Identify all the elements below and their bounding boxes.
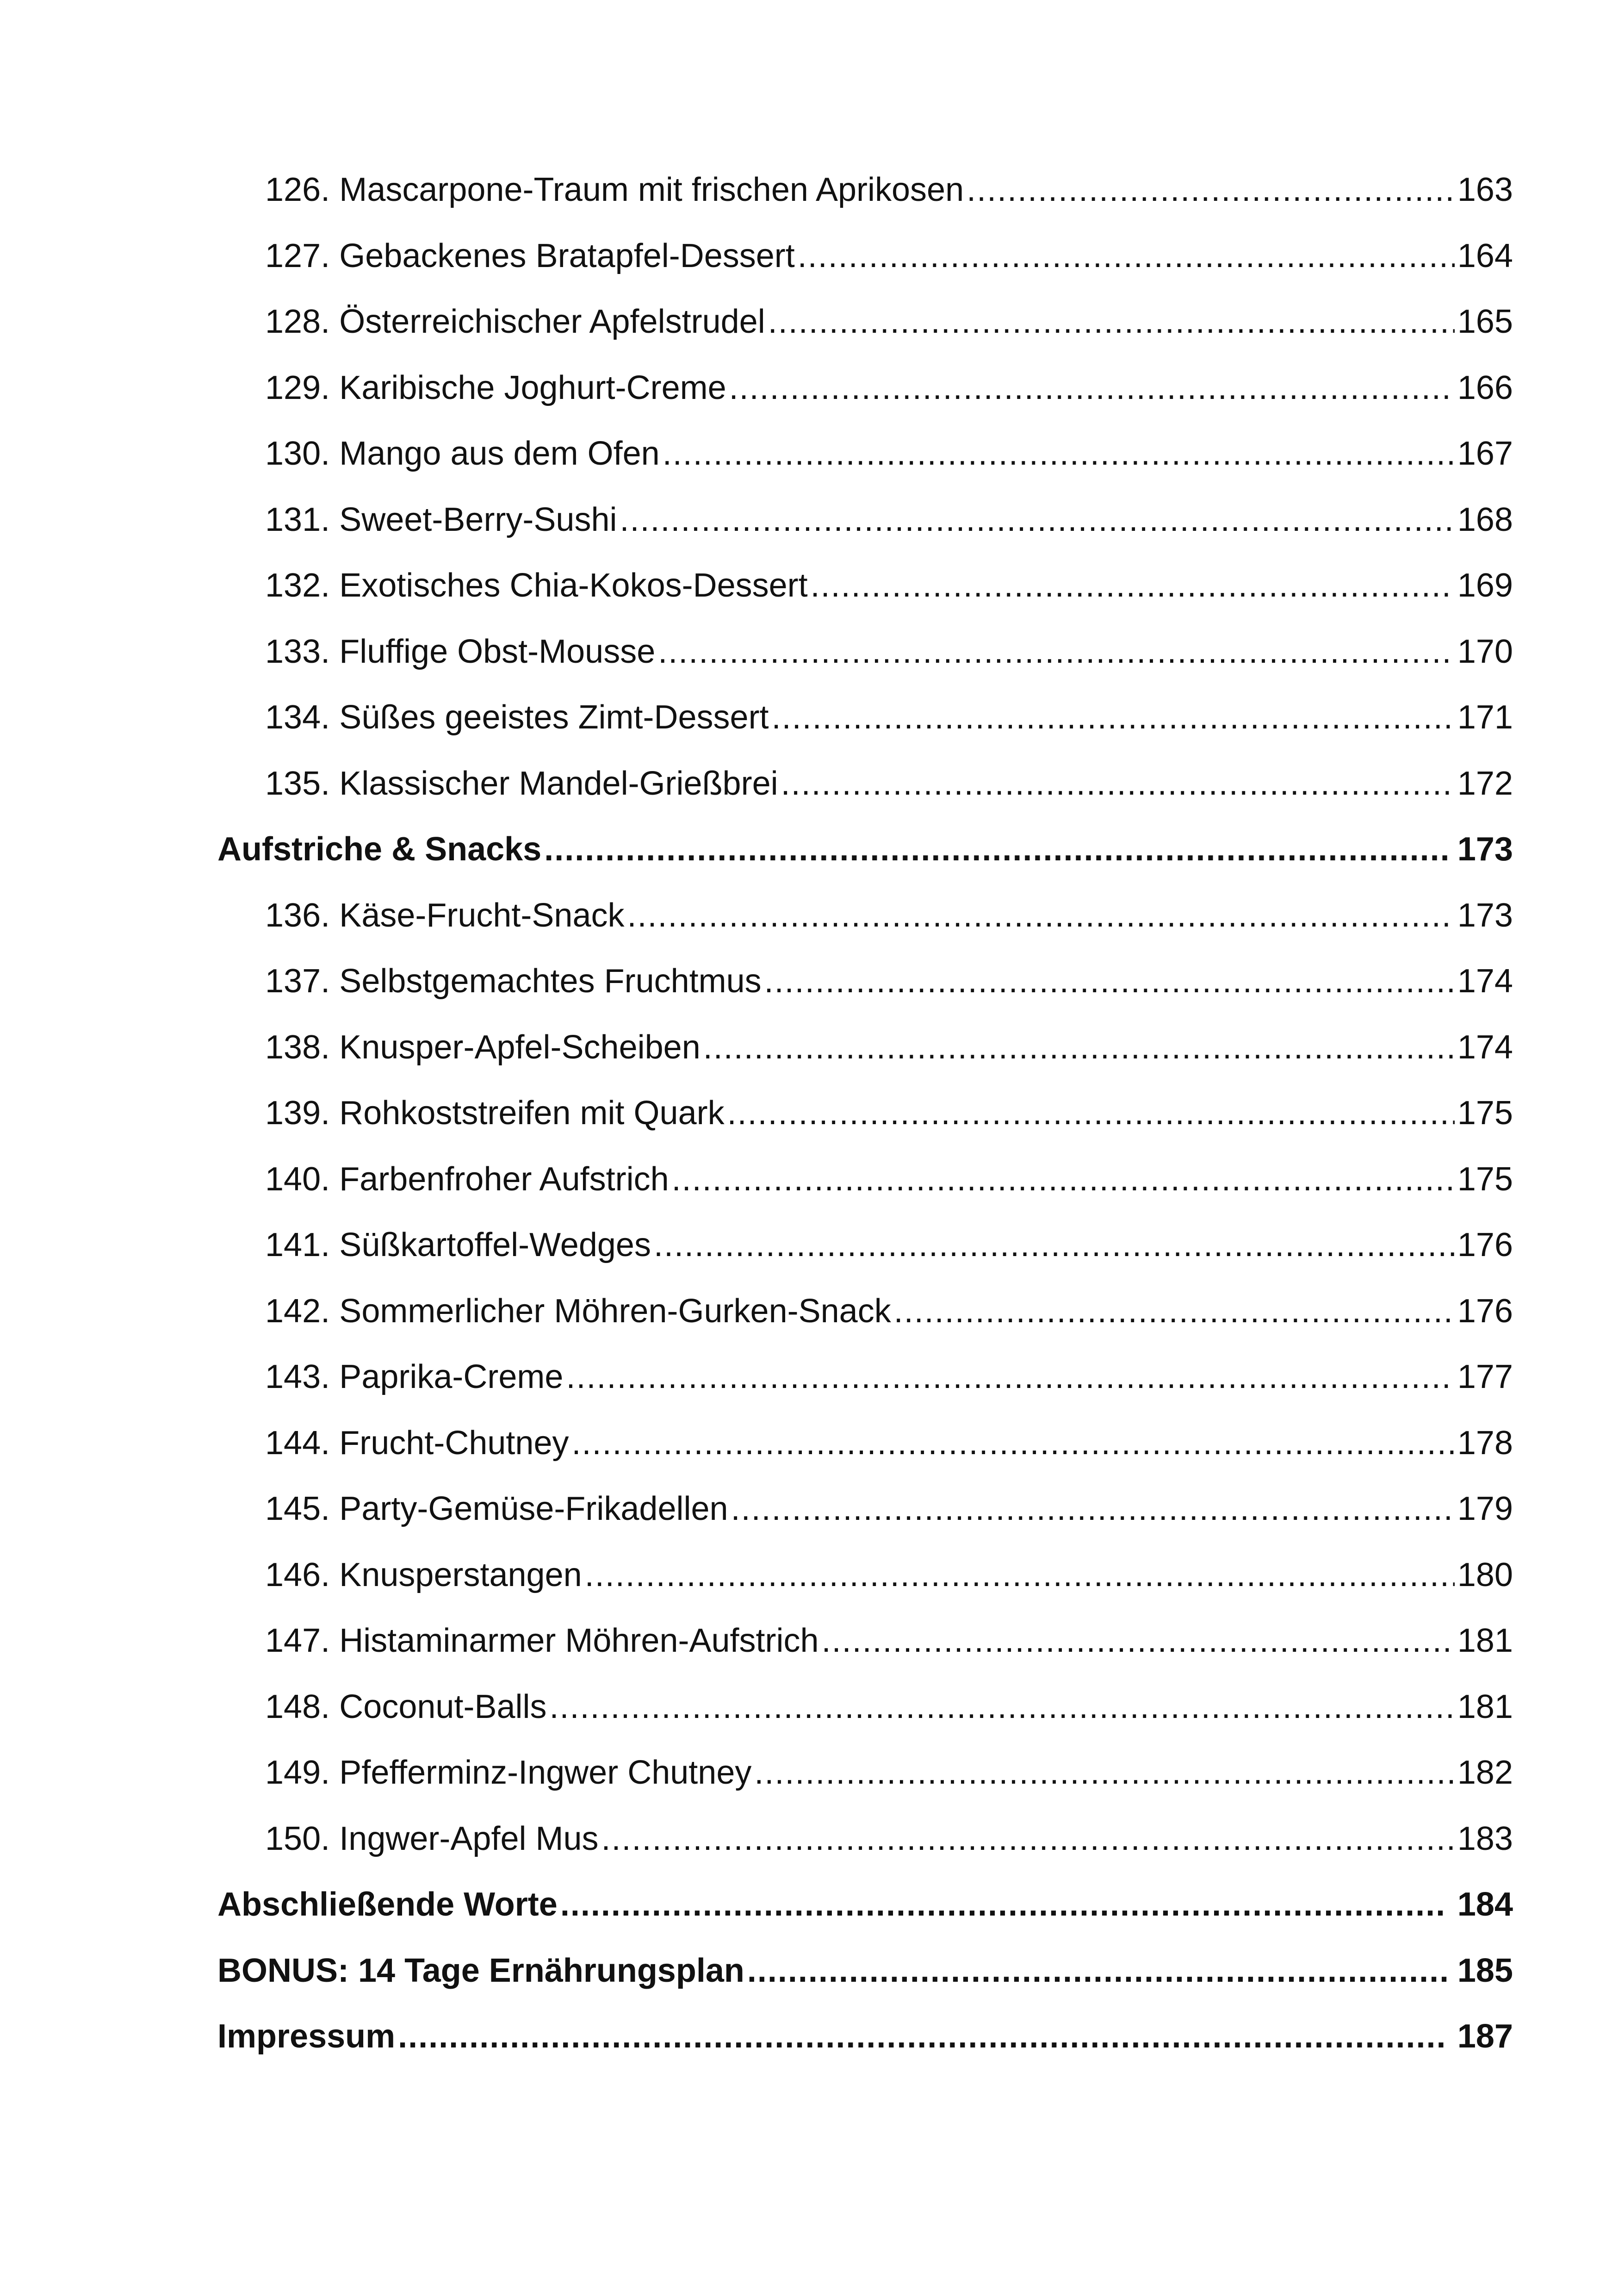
toc-recipe-entry[interactable]	[217, 1146, 1513, 1213]
toc-entry-label	[265, 1212, 651, 1278]
toc-entry-title: BONUS: 14 Tage Ernährungsplan	[217, 1952, 744, 1989]
toc-entry-title: Ingwer-Apfel Mus	[339, 1820, 599, 1857]
toc-entry-page-number: 181	[1457, 1622, 1513, 1659]
dot-leader	[550, 1674, 1455, 1740]
toc-recipe-entry[interactable]	[217, 421, 1513, 487]
toc-entry-label	[265, 1476, 728, 1542]
toc-entry-label	[217, 1872, 558, 1938]
toc-recipe-entry[interactable]	[217, 1542, 1513, 1608]
toc-entry-label	[265, 1080, 725, 1146]
toc-entry-number: 127.	[265, 237, 330, 274]
dot-leader	[764, 948, 1455, 1014]
toc-entry-label	[265, 487, 617, 553]
toc-entry-number: 131.	[265, 501, 330, 538]
dot-leader	[544, 816, 1448, 883]
toc-entry-page-number: 173	[1457, 831, 1513, 868]
toc-entry-label	[265, 684, 769, 751]
toc-recipe-entry[interactable]	[217, 1410, 1513, 1476]
dot-leader	[620, 487, 1454, 553]
toc-recipe-entry[interactable]	[217, 289, 1513, 355]
toc-entry-number: 142.	[265, 1292, 330, 1330]
toc-entry-page-number: 174	[1457, 1028, 1513, 1066]
toc-recipe-entry[interactable]	[217, 1080, 1513, 1146]
toc-recipe-entry[interactable]	[217, 684, 1513, 751]
toc-entry-title: Mango aus dem Ofen	[339, 435, 660, 472]
toc-entry-title: Coconut-Balls	[339, 1688, 547, 1725]
dot-leader	[727, 1080, 1455, 1146]
toc-entry-page-number: 180	[1457, 1556, 1513, 1593]
dot-leader	[747, 1938, 1448, 2004]
toc-entry-page-number: 170	[1457, 633, 1513, 670]
dot-leader	[672, 1146, 1455, 1213]
toc-entry-label	[265, 1806, 599, 1872]
toc-entry-label	[265, 1674, 547, 1740]
toc-entry-title: Abschließende Worte	[217, 1886, 558, 1923]
toc-entry-title: Farbenfroher Aufstrich	[339, 1160, 669, 1198]
toc-entry-title: Käse-Frucht-Snack	[339, 896, 625, 934]
toc-entry-label	[265, 1014, 701, 1081]
toc-entry-label	[265, 421, 660, 487]
toc-entry-page-number: 171	[1457, 699, 1513, 736]
toc-entry-number: 149.	[265, 1754, 330, 1791]
toc-entry-title: Österreichischer Apfelstrudel	[339, 303, 765, 340]
toc-recipe-entry[interactable]	[217, 1476, 1513, 1542]
toc-entry-title: Sommerlicher Möhren-Gurken-Snack	[339, 1292, 891, 1330]
toc-entry-label	[265, 1278, 891, 1344]
toc-entry-label	[265, 751, 778, 817]
dot-leader	[572, 1410, 1455, 1476]
toc-entry-number: 147.	[265, 1622, 330, 1659]
dot-leader	[627, 883, 1455, 949]
toc-chapter-entry[interactable]	[217, 1938, 1513, 2004]
table-of-contents	[217, 157, 1513, 2070]
toc-entry-label	[265, 1410, 569, 1476]
dot-leader	[781, 751, 1455, 817]
toc-entry-title: Knusperstangen	[339, 1556, 582, 1593]
dot-leader	[601, 1806, 1455, 1872]
toc-entry-number: 144.	[265, 1424, 330, 1462]
toc-entry-number: 140.	[265, 1160, 330, 1198]
toc-entry-title: Paprika-Creme	[339, 1358, 564, 1395]
toc-entry-page-number: 165	[1457, 303, 1513, 340]
toc-entry-label	[217, 816, 541, 883]
toc-entry-title: Klassischer Mandel-Grießbrei	[339, 765, 778, 802]
dot-leader	[703, 1014, 1455, 1081]
dot-leader	[811, 553, 1455, 619]
toc-entry-number: 133.	[265, 633, 330, 670]
toc-entry-number: 130.	[265, 435, 330, 472]
toc-entry-page-number: 183	[1457, 1820, 1513, 1857]
toc-entry-title: Mascarpone-Traum mit frischen Aprikosen	[339, 171, 964, 208]
toc-recipe-entry[interactable]	[217, 1344, 1513, 1410]
toc-entry-page-number: 178	[1457, 1424, 1513, 1462]
dot-leader	[822, 1608, 1455, 1674]
toc-entry-page-number: 182	[1457, 1754, 1513, 1791]
toc-entry-number: 148.	[265, 1688, 330, 1725]
toc-entry-page-number: 177	[1457, 1358, 1513, 1395]
toc-entry-title: Party-Gemüse-Frikadellen	[339, 1490, 728, 1527]
toc-recipe-entry[interactable]	[217, 1806, 1513, 1872]
toc-entry-label	[265, 1344, 563, 1410]
toc-entry-title: Sweet-Berry-Sushi	[339, 501, 617, 538]
toc-entry-title: Impressum	[217, 2018, 396, 2055]
toc-entry-label	[265, 223, 795, 289]
toc-entry-label	[265, 619, 655, 685]
toc-entry-label	[265, 948, 762, 1014]
toc-entry-page-number: 181	[1457, 1688, 1513, 1725]
toc-entry-number: 139.	[265, 1095, 330, 1132]
toc-entry-page-number: 187	[1457, 2018, 1513, 2055]
toc-entry-label	[217, 2004, 395, 2070]
toc-entry-number: 126.	[265, 171, 330, 208]
dot-leader	[585, 1542, 1455, 1608]
dot-leader	[729, 355, 1455, 421]
dot-leader	[560, 1872, 1448, 1938]
toc-entry-number: 138.	[265, 1028, 330, 1066]
dot-leader	[754, 1740, 1454, 1806]
dot-leader	[772, 684, 1455, 751]
toc-recipe-entry[interactable]	[217, 1014, 1513, 1081]
toc-entry-number: 145.	[265, 1490, 330, 1527]
toc-entry-number: 128.	[265, 303, 330, 340]
toc-entry-title: Süßes geeistes Zimt-Dessert	[339, 699, 769, 736]
toc-entry-page-number: 184	[1457, 1886, 1513, 1923]
toc-entry-page-number: 179	[1457, 1490, 1513, 1527]
toc-recipe-entry[interactable]	[217, 751, 1513, 817]
toc-entry-number: 136.	[265, 896, 330, 934]
toc-entry-label	[265, 355, 726, 421]
toc-recipe-entry[interactable]	[217, 1740, 1513, 1806]
dot-leader	[658, 619, 1455, 685]
toc-recipe-entry[interactable]	[217, 157, 1513, 223]
toc-entry-label	[265, 289, 765, 355]
toc-entry-title: Karibische Joghurt-Creme	[339, 369, 726, 406]
toc-entry-title: Pfefferminz-Ingwer Chutney	[339, 1754, 752, 1791]
dot-leader	[398, 2004, 1448, 2070]
toc-entry-label	[265, 1608, 819, 1674]
toc-entry-label	[265, 1740, 751, 1806]
toc-entry-number: 132.	[265, 567, 330, 604]
toc-recipe-entry[interactable]	[217, 619, 1513, 685]
toc-entry-title: Gebackenes Bratapfel-Dessert	[339, 237, 795, 274]
toc-recipe-entry[interactable]	[217, 487, 1513, 553]
toc-recipe-entry[interactable]	[217, 1278, 1513, 1344]
toc-entry-title: Frucht-Chutney	[339, 1424, 569, 1462]
dot-leader	[654, 1212, 1455, 1278]
toc-entry-label	[265, 553, 808, 619]
toc-entry-label	[265, 883, 625, 949]
toc-entry-number: 134.	[265, 699, 330, 736]
toc-entry-title: Fluffige Obst-Mousse	[339, 633, 656, 670]
toc-chapter-entry[interactable]	[217, 2004, 1513, 2070]
toc-recipe-entry[interactable]	[217, 1608, 1513, 1674]
dot-leader	[967, 157, 1455, 223]
toc-entry-title: Knusper-Apfel-Scheiben	[339, 1028, 701, 1066]
toc-entry-page-number: 185	[1457, 1952, 1513, 1989]
toc-entry-title: Süßkartoffel-Wedges	[339, 1226, 651, 1263]
toc-entry-page-number: 168	[1457, 501, 1513, 538]
toc-entry-page-number: 172	[1457, 765, 1513, 802]
toc-entry-page-number: 167	[1457, 435, 1513, 472]
toc-entry-title: Selbstgemachtes Fruchtmus	[339, 963, 762, 1000]
toc-entry-number: 137.	[265, 963, 330, 1000]
toc-entry-number: 143.	[265, 1358, 330, 1395]
toc-recipe-entry[interactable]	[217, 883, 1513, 949]
toc-entry-page-number: 166	[1457, 369, 1513, 406]
toc-entry-label	[265, 1542, 582, 1608]
dot-leader	[894, 1278, 1455, 1344]
toc-entry-title: Exotisches Chia-Kokos-Dessert	[339, 567, 808, 604]
toc-entry-page-number: 175	[1457, 1160, 1513, 1198]
toc-entry-number: 135.	[265, 765, 330, 802]
dot-leader	[768, 289, 1455, 355]
dot-leader	[566, 1344, 1454, 1410]
toc-entry-label	[265, 1146, 669, 1213]
dot-leader	[663, 421, 1455, 487]
toc-recipe-entry[interactable]	[217, 1674, 1513, 1740]
toc-recipe-entry[interactable]	[217, 553, 1513, 619]
toc-entry-title: Histaminarmer Möhren-Aufstrich	[339, 1622, 819, 1659]
toc-entry-number: 146.	[265, 1556, 330, 1593]
toc-entry-title: Aufstriche & Snacks	[217, 831, 542, 868]
toc-chapter-entry[interactable]	[217, 1872, 1513, 1938]
toc-entry-page-number: 164	[1457, 237, 1513, 274]
dot-leader	[731, 1476, 1455, 1542]
toc-recipe-entry[interactable]	[217, 948, 1513, 1014]
toc-entry-page-number: 175	[1457, 1095, 1513, 1132]
toc-entry-label	[217, 1938, 744, 2004]
toc-recipe-entry[interactable]	[217, 223, 1513, 289]
toc-entry-page-number: 169	[1457, 567, 1513, 604]
toc-recipe-entry[interactable]	[217, 1212, 1513, 1278]
toc-chapter-entry[interactable]	[217, 816, 1513, 883]
toc-entry-page-number: 163	[1457, 171, 1513, 208]
toc-entry-number: 150.	[265, 1820, 330, 1857]
dot-leader	[798, 223, 1455, 289]
toc-entry-page-number: 176	[1457, 1226, 1513, 1263]
toc-entry-title: Rohkoststreifen mit Quark	[339, 1095, 725, 1132]
toc-entry-page-number: 176	[1457, 1292, 1513, 1330]
toc-entry-page-number: 173	[1457, 896, 1513, 934]
toc-entry-page-number: 174	[1457, 963, 1513, 1000]
toc-entry-number: 129.	[265, 369, 330, 406]
toc-entry-number: 141.	[265, 1226, 330, 1263]
toc-recipe-entry[interactable]	[217, 355, 1513, 421]
toc-entry-label	[265, 157, 964, 223]
